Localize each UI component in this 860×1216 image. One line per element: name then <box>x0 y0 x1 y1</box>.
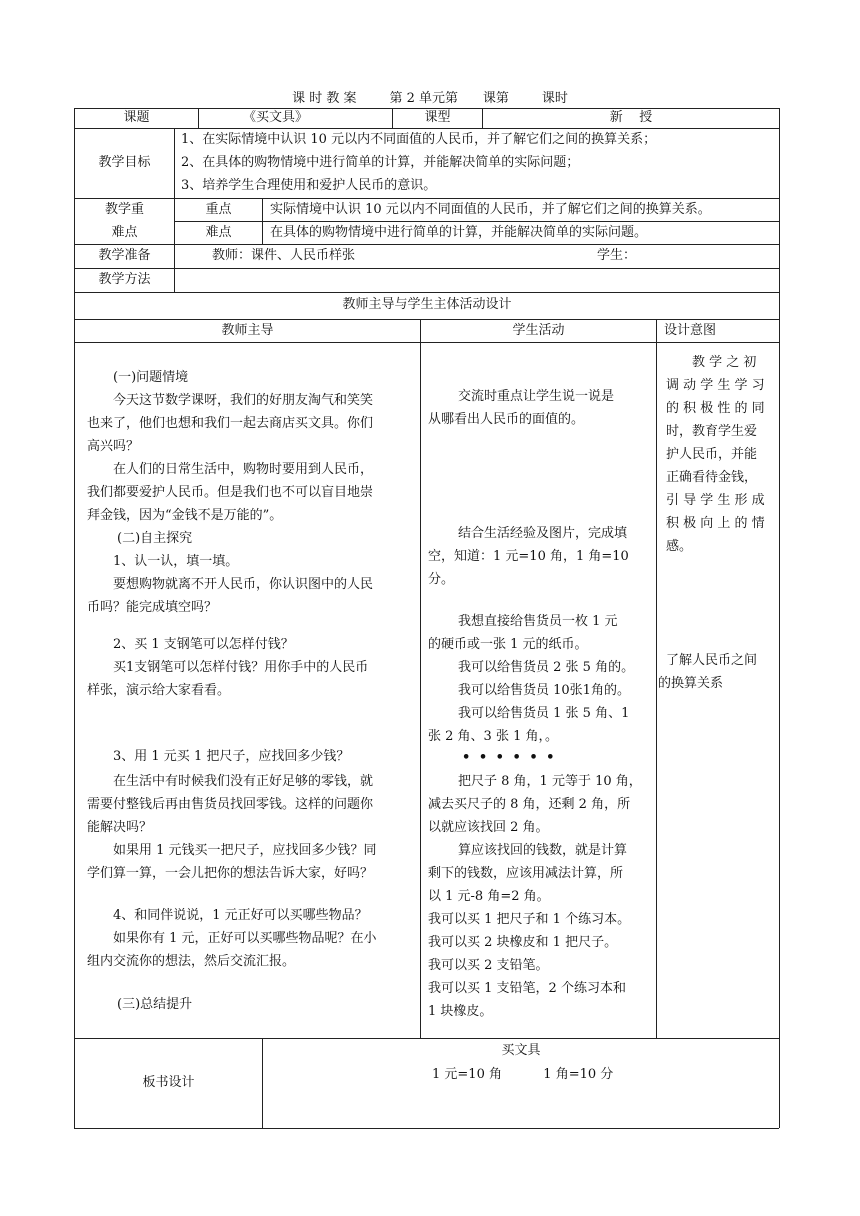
intent-line: 感。 <box>666 539 693 554</box>
student-line: 以就应该找回 2 角。 <box>428 820 549 835</box>
teacher-line: 在人们的日常生活中，购物时要用到人民币， <box>113 462 374 477</box>
goal-item: 1、在实际情境中认识 10 元以内不同面值的人民币，并了解它们之间的换算关系； <box>181 132 657 147</box>
teacher-line: (三)总结提升 <box>117 997 193 1012</box>
teacher-line: 如果你有 1 元，正好可以买哪些物品呢？在小 <box>113 931 377 946</box>
page-header: 课 时 教 案 第 2 单元第 课第 课时 <box>292 91 568 106</box>
method-label: 教学方法 <box>98 272 151 287</box>
hard-point-label: 难点 <box>205 225 232 240</box>
teacher-line: 学们算一算，一会儿把你的想法告诉大家，好吗？ <box>87 866 374 881</box>
student-line: 张 2 角、3 张 1 角，。 <box>428 729 558 744</box>
teacher-line: 高兴吗？ <box>87 439 140 454</box>
goals-label: 教学目标 <box>98 155 151 170</box>
student-line: 减去买尺子的 8 角，还剩 2 角，所 <box>428 797 631 812</box>
teacher-line: 4、和同伴说说，1 元正好可以买哪些物品？ <box>113 908 368 923</box>
intent-line: 时，教育学生爱 <box>666 424 758 439</box>
teacher-line: 2、买 1 支钢笔可以怎样付钱？ <box>113 637 294 652</box>
teacher-line: (二)自主探究 <box>117 531 193 546</box>
teacher-line: (一)问题情境 <box>113 370 189 385</box>
board-title: 买文具 <box>501 1043 541 1058</box>
keypoints-label: 教学重 <box>104 202 144 217</box>
teacher-line: 样张，演示给大家看看。 <box>87 683 231 698</box>
teacher-line: 如果用 1 元钱买一把尺子，应找回多少钱？同 <box>113 843 377 858</box>
board-formula: 1 元=10 角 1 角=10 分 <box>432 1067 614 1082</box>
student-line: 我可以买 2 支铅笔。 <box>428 958 549 973</box>
intent-line: 引 导 学 生 形 成 <box>666 493 765 508</box>
student-line: 我可以买 2 块橡皮和 1 把尺子。 <box>428 935 618 950</box>
student-line: • • • • • • <box>462 750 557 765</box>
topic-label: 课题 <box>123 110 150 125</box>
prep-teacher: 教师：课件、人民币样张 <box>212 248 356 263</box>
prep-student: 学生： <box>597 248 637 263</box>
intent-line: 的换算关系 <box>658 676 724 691</box>
intent-line: 积 极 向 上 的 情 <box>666 516 765 531</box>
goal-item: 2、在具体的购物情境中进行简单的计算，并能解决简单的实际问题； <box>181 155 580 170</box>
teacher-line: 组内交流你的想法，然后交流汇报。 <box>87 954 296 969</box>
teacher-line: 能解决吗？ <box>87 820 153 835</box>
lesson-type-label: 课型 <box>424 110 451 125</box>
student-line: 的硬币或一张 1 元的纸币。 <box>428 637 588 652</box>
topic-value: 《买文具》 <box>243 110 309 125</box>
keypoints-label: 难点 <box>111 225 138 240</box>
intent-line: 调 动 学 生 学 习 <box>666 378 765 393</box>
teacher-line: 我们都要爱护人民币。但是我们也不可以盲目地崇 <box>87 485 374 500</box>
student-line: 结合生活经验及图片，完成填 <box>458 526 628 541</box>
goal-item: 3、培养学生合理使用和爱护人民币的意识。 <box>181 178 437 193</box>
prep-label: 教学准备 <box>98 248 151 263</box>
student-line: 分。 <box>428 572 455 587</box>
teacher-line: 3、用 1 元买 1 把尺子，应找回多少钱？ <box>113 749 350 764</box>
student-line: 交流时重点让学生说一说是 <box>458 389 615 404</box>
teacher-line: 买1支钢笔可以怎样付钱？用你手中的人民币 <box>113 660 369 675</box>
student-column-header: 学生活动 <box>512 323 565 338</box>
intent-line: 教 学 之 初 <box>692 355 757 370</box>
student-line: 以 1 元-8 角=2 角。 <box>428 889 550 904</box>
student-line: 剩下的钱数，应该用减法计算，所 <box>428 866 624 881</box>
student-line: 我可以买 1 把尺子和 1 个练习本。 <box>428 912 631 927</box>
teacher-line: 需要付整钱后再由售货员找回零钱。这样的问题你 <box>87 797 374 812</box>
intent-line: 了解人民币之间 <box>666 653 758 668</box>
student-line: 我可以给售货员 2 张 5 角的。 <box>458 660 635 675</box>
student-line: 我可以给售货员 10张1角的。 <box>458 683 630 698</box>
intent-line: 的 积 极 性 的 同 <box>666 401 765 416</box>
teacher-line: 拜金钱，因为“金钱不是万能的”。 <box>87 508 283 523</box>
student-line: 从哪看出人民币的面值的。 <box>428 412 585 427</box>
key-point-text: 实际情境中认识 10 元以内不同面值的人民币，并了解它们之间的换算关系。 <box>270 202 711 217</box>
student-line: 我想直接给售货员一枚 1 元 <box>458 614 618 629</box>
lesson-type-value: 新 授 <box>609 110 653 125</box>
student-line: 我可以买 1 支铅笔，2 个练习本和 <box>428 981 626 996</box>
key-point-label: 重点 <box>205 202 232 217</box>
board-label: 板书设计 <box>142 1075 195 1090</box>
teacher-line: 币吗？能完成填空吗？ <box>87 600 218 615</box>
teacher-line: 1、认一认，填一填。 <box>113 554 239 569</box>
student-line: 我可以给售货员 1 张 5 角、1 <box>458 706 630 721</box>
intent-line: 正确看待金钱， <box>666 470 758 485</box>
teacher-line: 要想购物就离不开人民币，你认识图中的人民 <box>113 577 374 592</box>
teacher-line: 今天这节数学课呀，我们的好朋友淘气和笑笑 <box>113 393 374 408</box>
teacher-line: 在生活中有时候我们没有正好足够的零钱，就 <box>113 774 374 789</box>
student-line: 空，知道：1 元=10 角，1 角=10 <box>428 549 629 564</box>
teacher-column-header: 教师主导 <box>221 323 274 338</box>
student-line: 把尺子 8 角，1 元等于 10 角， <box>458 774 642 789</box>
intent-column-header: 设计意图 <box>664 323 717 338</box>
hard-point-text: 在具体的购物情境中进行简单的计算，并能解决简单的实际问题。 <box>270 225 648 240</box>
intent-line: 护人民币，并能 <box>666 447 758 462</box>
student-line: 1 块橡皮。 <box>428 1004 493 1019</box>
teacher-line: 也来了，他们也想和我们一起去商店买文具。你们 <box>87 416 374 431</box>
student-line: 算应该找回的钱数，就是计算 <box>458 843 628 858</box>
design-title: 教师主导与学生主体活动设计 <box>342 297 512 312</box>
